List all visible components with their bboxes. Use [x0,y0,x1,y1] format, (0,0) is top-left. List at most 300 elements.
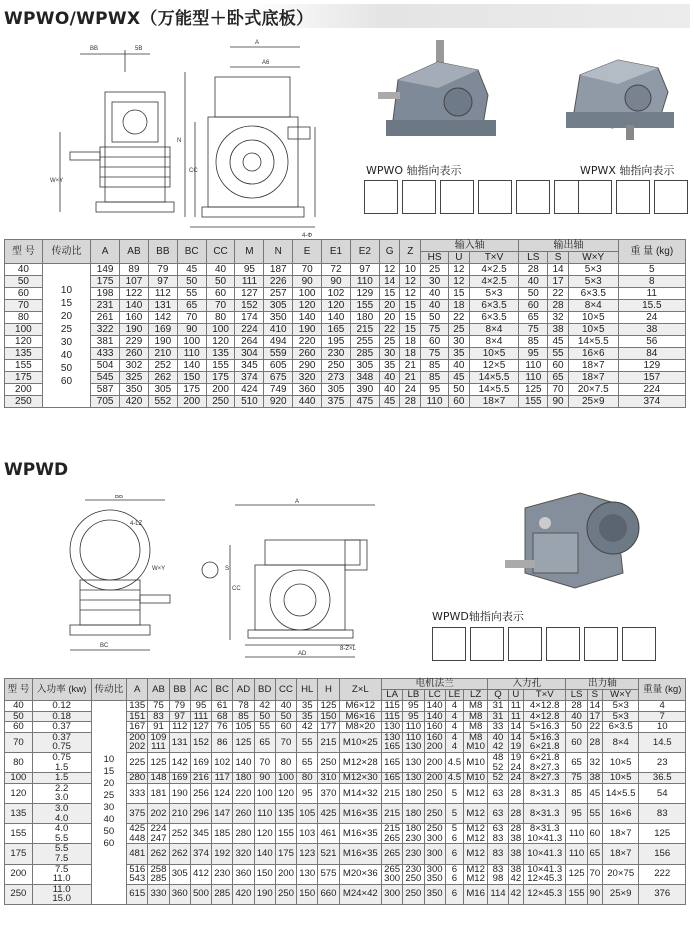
table-cell: 120 [254,824,275,844]
table-cell: 105 [233,722,254,733]
cell-line: M12 [466,823,485,835]
table-cell [148,864,169,884]
table-cell [424,732,445,752]
svg-text:4-Φ: 4-Φ [302,233,313,237]
model-cell: 80 [5,752,33,772]
table-cell: M20×36 [339,864,381,884]
table-cell: 749 [264,384,293,396]
table-cell: 30 [421,276,449,288]
table-cell: 70 [548,384,569,396]
table-cell: 50 [206,276,235,288]
shaft-direction-diagram [470,627,504,661]
table-row [5,360,686,372]
svg-text:8-Z×L: 8-Z×L [340,646,356,652]
cell-line: M12 [466,848,485,860]
table-cell: 190 [293,324,322,336]
wpwx-product-photo [560,40,685,140]
table-cell [403,803,424,823]
col-h: H [318,679,339,701]
cell-line: 15.0 [52,893,72,905]
cell-line: 14 [510,731,522,743]
table-row [5,324,686,336]
cell-line: 265 [384,832,401,844]
table-cell: 84 [618,348,685,360]
cell-line: 165 [384,756,401,768]
table-cell: 40 [448,360,469,372]
table-cell: 110 [566,844,587,864]
table-cell: 210 [169,803,190,823]
table-cell: 95 [190,701,211,712]
cell-line: 52 [492,772,504,784]
table-cell: 25 [421,264,449,276]
table-cell: 75 [566,773,587,784]
model-cell: 200 [5,864,33,884]
table-cell: 18×7 [568,372,618,384]
col-ad: AD [233,679,254,701]
table-cell: 14 [548,264,569,276]
table-cell: 6×3.5 [469,312,519,324]
table-cell: 330 [148,884,169,904]
cell-line: 63 [492,823,504,835]
ratio-cell [42,264,90,408]
table-cell: 50 [421,312,449,324]
cell-line: 165 [384,741,401,753]
table-cell: 175 [177,384,206,396]
table-cell [424,864,445,884]
table-cell: 55 [587,803,602,823]
cell-line: 48 [492,751,504,763]
table-cell [488,824,508,844]
model-cell: 250 [5,884,33,904]
table-cell: 262 [148,844,169,864]
table-cell [127,864,148,884]
power-cell [32,803,91,823]
table-cell: 97 [148,276,177,288]
table-cell: 302 [120,360,149,372]
table-cell: 140 [254,844,275,864]
table-cell: 90 [177,324,206,336]
table-cell: 504 [91,360,120,372]
table-cell [424,803,445,823]
table-cell: 18 [400,336,421,348]
cell-line: 28 [510,823,522,835]
table-cell: 21 [400,372,421,384]
cell-line: 250 [426,807,443,819]
table-cell [445,844,463,864]
table-cell: 90 [548,396,569,408]
cell-line: M8 [468,721,483,733]
table-cell: 231 [91,300,120,312]
table-cell: 70 [587,864,602,884]
svg-text:CC: CC [232,586,241,592]
table-cell [445,711,463,722]
col-wxy: W×Y [568,252,618,264]
table-cell: 95 [519,348,548,360]
table-cell: 6×3.5 [469,300,519,312]
col-ls: LS [566,690,587,701]
table-cell [488,864,508,884]
table-cell: 90 [254,773,275,784]
table-cell [403,824,424,844]
table-cell: 481 [127,844,148,864]
cell-line: 31 [492,700,504,711]
cell-line: 4×12.8 [529,700,560,711]
cell-line: 4 [451,700,458,711]
table-cell: 252 [148,360,177,372]
table-cell [403,711,424,722]
cell-line: 180 [405,807,422,819]
table-cell: 660 [318,884,339,904]
model-cell: 60 [5,722,33,733]
col-cc: CC [275,679,296,701]
cell-line: 95 [408,700,419,711]
table-cell: 38 [587,773,602,784]
svg-text:BB: BB [115,495,124,500]
table-cell: 200 [206,384,235,396]
cell-line: 215 [384,787,401,799]
model-cell: 60 [5,288,43,300]
table-cell: 28 [548,300,569,312]
table-cell: 155 [206,360,235,372]
model-cell: 175 [5,844,33,864]
cell-line: 0.37 [52,721,72,733]
table-cell: 260 [120,348,149,360]
svg-text:S: S [225,566,230,572]
table-cell: 261 [91,312,120,324]
table-cell: 280 [233,824,254,844]
col-ab: AB [120,240,149,264]
table-cell: M6×12 [339,701,381,712]
table-cell: 12×5 [469,360,519,372]
table-cell: 95 [235,264,264,276]
table-cell: 305 [350,360,379,372]
table-cell: 220 [293,336,322,348]
cell-line: 19 [510,751,522,763]
cell-line: 6 [451,888,458,900]
cell-line: 1.5 [55,772,69,784]
table-cell: 17 [548,276,569,288]
cell-line: 425 [129,823,146,835]
cell-line: 2.2 [55,782,69,794]
cell-line: 265 [384,863,401,875]
table-cell [424,701,445,712]
table-cell [445,701,463,712]
model-cell: 175 [5,372,43,384]
cell-line: 110 [405,721,422,733]
table-cell: 10×5 [602,773,638,784]
cell-line: 5.5 [55,832,69,844]
cell-line: 4 [451,721,458,733]
table-cell: 140 [293,312,322,324]
table-cell: 127 [190,722,211,733]
table-cell: 180 [233,773,254,784]
table-cell: 20×7.5 [568,384,618,396]
table-cell: 220 [233,783,254,803]
table-cell: 32 [587,752,602,772]
table-cell [508,803,523,823]
table-cell: 45 [448,372,469,384]
cell-line: 38 [510,848,522,860]
col-e1: E1 [322,240,351,264]
table-cell: 322 [91,324,120,336]
ratio-value: 20 [103,778,115,790]
table-cell: 440 [293,396,322,408]
table-cell: 433 [91,348,120,360]
table-row [5,372,686,384]
table-cell: 120 [322,300,351,312]
cell-line: M12 [466,787,485,799]
table-cell: 112 [148,288,177,300]
model-cell: 40 [5,264,43,276]
col-z: Z [400,240,421,264]
table-cell: 615 [127,884,148,904]
shaft-direction-diagram [440,180,474,214]
table-cell: 90 [322,276,351,288]
table-cell: 100 [275,773,296,784]
cell-line: 4.0 [55,823,69,835]
table-cell: 360 [293,384,322,396]
table-cell: 102 [212,752,233,772]
table-cell [464,711,488,722]
wpwd-axis-diagrams [432,627,656,661]
table-cell: 6×3.5 [602,722,638,733]
table-cell: 305 [264,300,293,312]
cell-line: 1.5 [55,761,69,773]
cell-line: 5 [451,823,458,835]
table-cell: 165 [322,324,351,336]
table-cell: 150 [297,884,318,904]
col-s: S [587,690,602,701]
cell-line: 14 [510,721,522,733]
table-cell [508,783,523,803]
table-cell: 285 [350,348,379,360]
cell-line: 258 [150,863,167,875]
table-cell [445,752,463,772]
table-cell: M8×20 [339,722,381,733]
table-cell: 38 [548,324,569,336]
table-cell: 70 [177,312,206,324]
table-cell [488,752,508,772]
power-cell [32,864,91,884]
table-cell: 230 [212,864,233,884]
table-cell: 142 [148,312,177,324]
table-cell: 60 [206,288,235,300]
table-cell [148,732,169,752]
table-cell: 103 [297,824,318,844]
cell-line: 28 [510,807,522,819]
table-cell: 25 [379,336,400,348]
table-cell: 125 [318,701,339,712]
shaft-direction-diagram [622,627,656,661]
table-cell: 215 [350,324,379,336]
table-cell [403,732,424,752]
cell-line: 98 [492,873,504,885]
table-cell: 552 [148,396,177,408]
cell-line: 543 [129,873,146,885]
table-cell: M16×35 [339,824,381,844]
power-cell [32,824,91,844]
table-cell: 304 [235,348,264,360]
power-cell [32,711,91,722]
table-cell: 135 [127,701,148,712]
table-cell [524,773,566,784]
table-cell: 22 [379,324,400,336]
cell-line: M12 [466,807,485,819]
cell-line: 7.5 [55,863,69,875]
cell-line: 0.12 [52,700,72,711]
svg-text:BB: BB [90,46,99,52]
wpwo-axis-diagrams [364,180,588,214]
table-cell: 320 [233,844,254,864]
table-cell: 16×6 [602,803,638,823]
cell-line: M8 [468,731,483,743]
svg-text:A: A [255,40,260,46]
table-cell [382,752,403,772]
cell-line: 5.5 [55,843,69,855]
table-cell [464,824,488,844]
table-cell: 461 [318,824,339,844]
cell-line: 10×41.3 [527,832,563,844]
table-cell: 200 [275,864,296,884]
ratio-value: 60 [103,838,115,850]
cell-line: 5 [451,787,458,799]
table-cell: 169 [148,324,177,336]
table-cell: 190 [169,783,190,803]
table-cell: 345 [190,824,211,844]
table-cell: M10×25 [339,732,381,752]
table-cell [464,722,488,733]
table-cell: 125 [233,732,254,752]
table-cell: 250 [322,360,351,372]
table-cell [524,701,566,712]
table-cell: 70 [206,300,235,312]
col-m: M [235,240,264,264]
table-cell: 50 [177,276,206,288]
model-cell: 50 [5,711,33,722]
cell-line: 38 [510,863,522,875]
table-cell [445,803,463,823]
table-cell: 65 [548,372,569,384]
table-cell: 510 [235,396,264,408]
col-g: G [379,240,400,264]
table-cell: 24 [618,312,685,324]
table-cell: 110 [350,276,379,288]
model-cell: 155 [5,360,43,372]
table-cell: M6×16 [339,711,381,722]
cell-line: 83 [492,848,504,860]
cell-line: 130 [405,772,422,784]
table-cell [508,884,523,904]
col-model: 型 号 [5,240,43,264]
table-cell: 22 [548,288,569,300]
table-cell: 21 [400,360,421,372]
cell-line: M10 [466,741,485,753]
table-cell: 5×3 [469,288,519,300]
cell-line: 202 [129,741,146,753]
table-cell: 280 [127,773,148,784]
table-cell [403,701,424,712]
table-cell: 475 [350,396,379,408]
power-cell [32,722,91,733]
table-cell: 75 [421,348,449,360]
cell-line: 7.5 [55,852,69,864]
col-la: LA [382,690,403,701]
ratio-value: 50 [60,362,73,374]
ratio-value: 60 [60,375,73,387]
cell-line: 300 [426,848,443,860]
svg-text:AD: AD [298,651,307,657]
table-cell: 305 [148,384,177,396]
table-cell: 23 [639,752,686,772]
table-cell: 150 [318,711,339,722]
table-cell: 224 [235,324,264,336]
col-a: A [127,679,148,701]
table-cell [424,783,445,803]
table-cell: 14.5 [639,732,686,752]
table-cell: 18×7 [469,396,519,408]
table-cell: 70 [293,264,322,276]
cell-line: 230 [405,832,422,844]
table-cell [424,722,445,733]
table-cell: 135 [275,803,296,823]
table-row [5,264,686,276]
cell-line: 300 [384,873,401,885]
model-cell: 200 [5,384,43,396]
table-cell [488,884,508,904]
table-cell [403,884,424,904]
table-cell: 20 [379,312,400,324]
col-lb: LB [403,690,424,701]
table-cell: 200 [177,396,206,408]
col-zxl: Z×L [339,679,381,701]
model-cell: 155 [5,824,33,844]
cell-line: 285 [150,873,167,885]
table-cell: 17 [587,711,602,722]
table-cell: 8 [618,276,685,288]
table-cell: M14×32 [339,783,381,803]
table-cell: 305 [169,864,190,884]
table-cell: 80 [206,312,235,324]
ratio-cell [91,701,127,905]
table-cell [382,701,403,712]
table-cell [464,803,488,823]
cell-line: 180 [405,823,422,835]
table-cell [488,773,508,784]
table-cell: 15 [400,312,421,324]
table-cell: 705 [91,396,120,408]
table-cell: 100 [254,783,275,803]
table-row [5,288,686,300]
table-cell: 559 [264,348,293,360]
table-cell: 85 [566,783,587,803]
table-cell: 110 [519,360,548,372]
table-cell: 12 [400,276,421,288]
table-cell: 320 [293,372,322,384]
table-cell: 7 [639,711,686,722]
table-cell [508,752,523,772]
table-row [5,336,686,348]
table-cell: 420 [233,884,254,904]
col-lz: LZ [464,690,488,701]
col-le: LE [445,690,463,701]
wpwo-axis-caption: WPWO 轴指向表示 [366,164,462,177]
table-cell: 255 [350,336,379,348]
table-cell: 100 [177,336,206,348]
output-shaft-group: 出力轴 [566,679,639,690]
wpwx-axis-caption: WPWX 轴指向表示 [580,164,675,177]
cell-line: 6 [451,873,458,885]
table-cell: 110 [566,824,587,844]
